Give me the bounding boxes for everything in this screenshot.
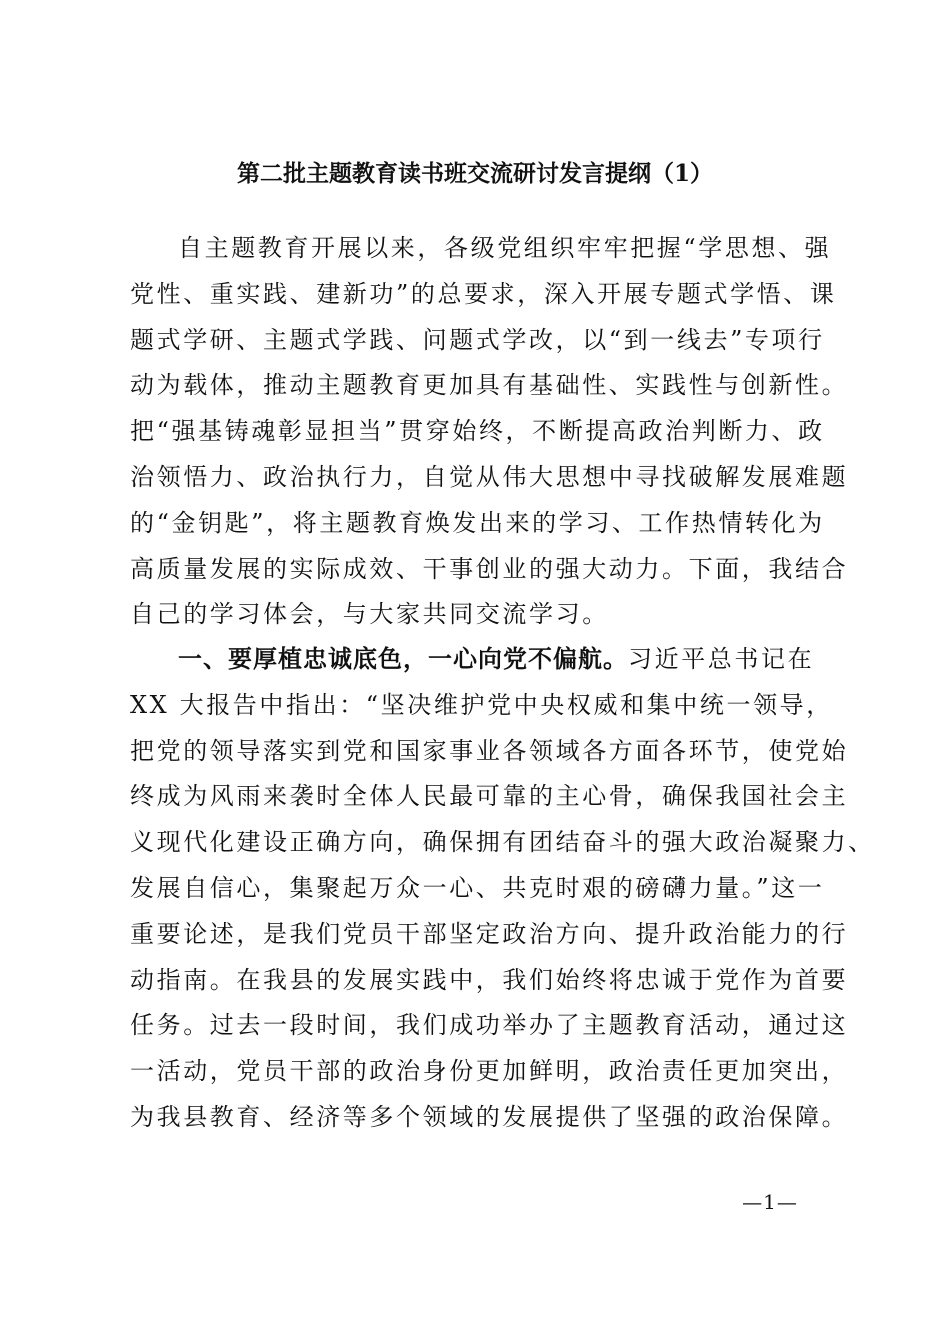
text-line: 把党的领导落实到党和国家事业各领域各方面各环节，使党始 (130, 736, 849, 765)
text-line: 发展自信心，集聚起万众一心、共克时艰的磅礴力量。”这一 (130, 873, 825, 902)
text-line: XX 大报告中指出：“坚决维护党中央权威和集中统一领导， (130, 690, 833, 719)
text-line: 为我县教育、经济等多个领域的发展提供了坚强的政治保障。 (130, 1102, 849, 1131)
page-number: —1— (742, 1190, 798, 1214)
section-first-line (130, 637, 830, 683)
section-heading: 一、要厚植忠诚底色，一心向党不偏航。 (178, 645, 628, 673)
text-line: 动指南。在我县的发展实践中，我们始终将忠诚于党作为首要 (130, 965, 849, 994)
paragraph-section-1 (130, 637, 875, 1141)
text-line: 治领悟力、政治执行力，自觉从伟大思想中寻找破解发展难题 (130, 462, 849, 491)
paragraph-intro (130, 226, 849, 638)
text-line: 终成为风雨来袭时全体人民最可靠的主心骨，确保我国社会主 (130, 782, 849, 811)
section-heading-continuation: 习近平总书记在 (628, 645, 815, 673)
text-line: 题式学研、主题式学践、问题式学改，以“到一线去”专项行 (130, 325, 825, 354)
text-line: 高质量发展的实际成效、干事创业的强大动力。下面，我结合 (130, 554, 849, 583)
text-line: 自己的学习体会，与大家共同交流学习。 (130, 600, 609, 629)
document-title: 第二批主题教育读书班交流研讨发言提纲（1） (236, 160, 713, 187)
text-line: 自主题教育开展以来，各级党组织牢牢把握“学思想、强 (178, 234, 832, 262)
text-line: 动为载体，推动主题教育更加具有基础性、实践性与创新性。 (130, 371, 849, 400)
text-line: 重要论述，是我们党员干部坚定政治方向、提升政治能力的行 (130, 919, 849, 948)
text-line: 任务。过去一段时间，我们成功举办了主题教育活动，通过这 (130, 1011, 849, 1040)
text-line: 把“强基铸魂彰显担当”贯穿始终，不断提高政治判断力、政 (130, 417, 825, 446)
text-line: 的“金钥匙”，将主题教育焕发出来的学习、工作热情转化为 (130, 508, 825, 537)
text-line: 义现代化建设正确方向，确保拥有团结奋斗的强大政治凝聚力、 (130, 828, 875, 857)
text-line: 一活动，党员干部的政治身份更加鲜明，政治责任更加突出， (130, 1057, 849, 1086)
text-line: 党性、重实践、建新功”的总要求，深入开展专题式学悟、课 (130, 279, 837, 308)
